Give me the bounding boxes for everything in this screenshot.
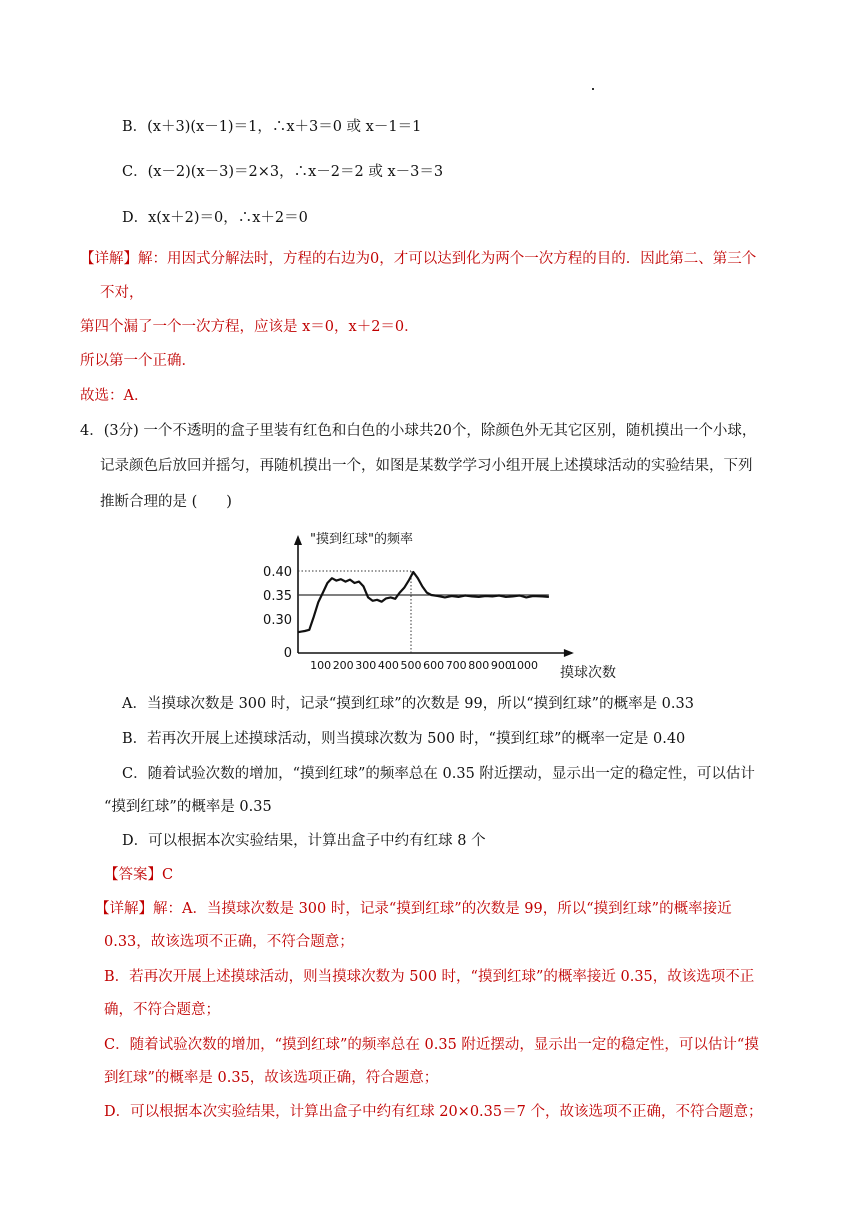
q4-stem-line-3: 推断合理的是 ( ) xyxy=(100,494,232,510)
q4-option-c-line-1: C．随着试验次数的增加，“摸到红球”的频率总在 0.35 附近摆动，显示出一定的稳定性，可以估计 xyxy=(122,766,755,782)
x-tick-label: 700 xyxy=(445,659,467,672)
q4-detail-d-line-1: D．可以根据本次实验结果，计算出盒子中约有红球 20×0.35＝7 个，故该选项不正确，不符合题意； xyxy=(104,1104,763,1120)
x-tick-label: 500 xyxy=(400,659,422,672)
y-tick-label: 0.35 xyxy=(263,589,292,604)
y-axis-arrow xyxy=(294,535,302,545)
q4-detail-b-line-1: B．若再次开展上述摸球活动，则当摸球次数为 500 时，“摸到红球”的概率接近 0.35，故该选项不正 xyxy=(104,969,755,985)
q4-detail-c-line-2: 到红球”的概率是 0.35，故该选项正确，符合题意； xyxy=(104,1070,439,1086)
q3-option-b: B．(x＋3)(x－1)＝1，∴x＋3＝0 或 x－1＝1 xyxy=(122,119,422,135)
x-tick-label: 300 xyxy=(355,659,377,672)
chart-ticks xyxy=(263,565,538,672)
q4-detail-b-line-2: 确，不符合题意； xyxy=(104,1002,220,1018)
x-tick-label: 100 xyxy=(310,659,332,672)
q3-detail-line-3: 第四个漏了一个一次方程，应该是 x＝0，x＋2＝0． xyxy=(80,319,419,335)
page-dot xyxy=(592,88,594,90)
q3-detail-line-2: 不对， xyxy=(100,285,144,301)
q4-stem-line-2: 记录颜色后放回并摇匀，再随机摸出一个，如图是某数学学习小组开展上述摸球活动的实验结果，下列 xyxy=(100,458,753,474)
y-tick-label: 0.40 xyxy=(263,565,292,580)
q3-option-c: C．(x－2)(x－3)＝2×3，∴x－2＝2 或 x－3＝3 xyxy=(122,164,444,180)
chart-x-label: 摸球次数 xyxy=(560,665,616,681)
q4-option-d: D．可以根据本次实验结果，计算出盒子中约有红球 8 个 xyxy=(122,833,486,849)
chart-title: "摸到红球"的频率 xyxy=(310,532,413,547)
q4-option-c-line-2: “摸到红球”的概率是 0.35 xyxy=(104,799,272,815)
y-tick-label: 0 xyxy=(283,646,292,661)
frequency-series-line xyxy=(298,572,549,632)
q4-option-b: B．若再次开展上述摸球活动，则当摸球次数为 500 时，“摸到红球”的概率一定是 0.40 xyxy=(122,731,686,747)
x-axis-arrow xyxy=(564,649,574,657)
chart-series xyxy=(298,572,549,632)
q4-detail-a-line-1: 【详解】解：A．当摸球次数是 300 时，记录“摸到红球”的次数是 99，所以“摸到红球”的概率接近 xyxy=(95,901,732,917)
q4-detail-a-line-2: 0.33，故该选项不正确，不符合题意； xyxy=(104,934,354,950)
x-tick-label: 200 xyxy=(332,659,354,672)
q4-option-a: A．当摸球次数是 300 时，记录“摸到红球”的次数是 99，所以“摸到红球”的概率是 0.33 xyxy=(122,696,694,712)
q4-stem-line-1: 4．(3分) 一个不透明的盒子里装有红色和白色的小球共20个，除颜色外无其它区别，随机摸出一个小球， xyxy=(80,423,757,439)
y-tick-label: 0.30 xyxy=(263,613,292,628)
q3-option-d: D．x(x＋2)＝0，∴x＋2＝0 xyxy=(122,210,308,226)
frequency-chart xyxy=(262,527,642,687)
q3-detail-line-1: 【详解】解：用因式分解法时，方程的右边为0，才可以达到化为两个一次方程的目的．因此第二、第三个 xyxy=(80,251,757,267)
q3-detail-line-5: 故选：A． xyxy=(80,388,149,404)
q4-detail-c-line-1: C．随着试验次数的增加，“摸到红球”的频率总在 0.35 附近摆动，显示出一定的稳定性，可以估计“摸 xyxy=(104,1037,759,1053)
x-tick-label: 900 xyxy=(490,659,512,672)
x-tick-label: 400 xyxy=(377,659,399,672)
x-tick-label: 800 xyxy=(468,659,490,672)
q4-answer: 【答案】C xyxy=(104,867,174,883)
x-tick-label: 600 xyxy=(423,659,445,672)
q3-detail-line-4: 所以第一个正确． xyxy=(80,353,196,369)
x-tick-label: 1000 xyxy=(510,659,538,672)
